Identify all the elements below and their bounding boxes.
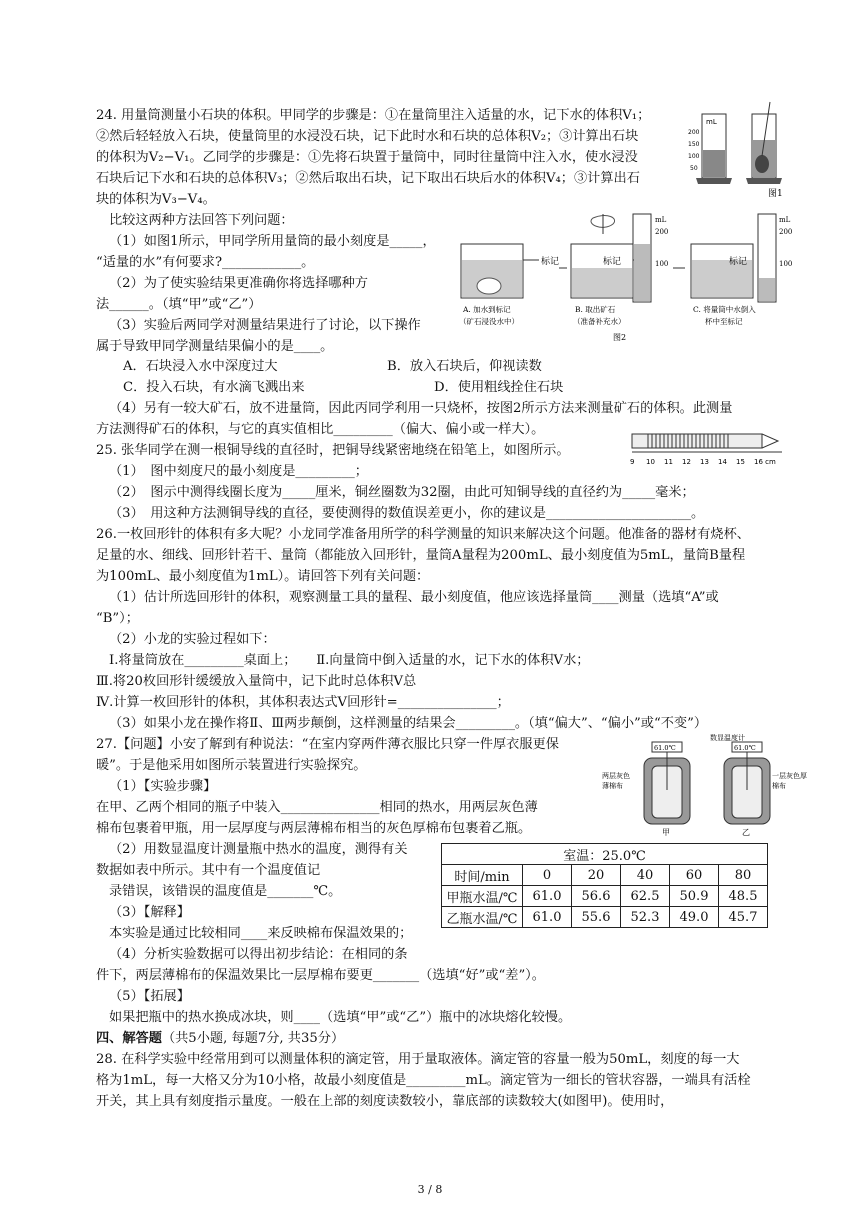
text-line: （2） 图示中测得线圈长度为_____厘米，铜丝圈数为32圈，由此可知铜导线的直径约为_____毫米；: [109, 485, 695, 500]
text-line: 棉布包裹着甲瓶，用一层厚度与两层薄棉布相当的灰色厚棉布包裹着乙瓶。: [96, 821, 532, 836]
text-line: （3）【解释】: [109, 905, 190, 920]
text-line: 如果把瓶中的热水换成冰块，则____（选填“甲”或“乙”）瓶中的冰块熔化较慢。: [109, 1010, 572, 1025]
table-row: 甲瓶水温/℃ 61.0 56.6 62.5 50.9 48.5: [442, 886, 768, 907]
ruler-coil-figure: [628, 430, 788, 470]
svg-text:mL: mL: [706, 118, 717, 126]
text-line: 录错误，该错误的温度值是_______℃。: [109, 884, 342, 899]
text-line: D．使用粗线拴住石块: [434, 380, 564, 395]
svg-text:（矿石浸没水中）: （矿石浸没水中）: [459, 317, 519, 326]
svg-text:9: 9: [630, 458, 635, 466]
svg-text:61.0℃: 61.0℃: [654, 744, 676, 752]
text-line: Ⅳ.计算一枚回形针的体积，其体积表达式V回形针=_______________；: [96, 695, 510, 710]
svg-text:标记: 标记: [541, 257, 560, 267]
svg-text:16 cm: 16 cm: [754, 458, 776, 466]
svg-text:200: 200: [655, 228, 669, 236]
svg-text:10: 10: [646, 458, 655, 466]
text-line: 属于导致甲同学测量结果偏小的是____。: [96, 339, 334, 354]
svg-text:13: 13: [700, 458, 709, 466]
text-line: （3）实验后两同学对测量结果进行了讨论，以下操作: [109, 318, 421, 333]
text-line: （2）小龙的实验过程如下：: [109, 632, 276, 647]
text-line: （2）用数显温度计测量瓶中热水的温度，测得有关: [109, 842, 408, 857]
figure-1-cylinders: [690, 100, 800, 198]
text-line: 格为1mL，每一大格又分为10小格，故最小刻度值是_________mL。滴定管为一细长的管状容器，一端具有活栓: [96, 1073, 751, 1088]
text-line: ②然后轻轻放入石块，使量筒里的水浸没石块，记下此时水和石块的总体积V₂；③计算出石块: [96, 129, 639, 144]
svg-text:15: 15: [736, 458, 745, 466]
text-line: （1） 图中刻度尺的最小刻度是_________；: [109, 464, 368, 479]
figure-2-beaker-steps: [453, 208, 803, 343]
text-line: 暖”。于是他采用如图所示装置进行实验探究。: [96, 758, 367, 773]
svg-text:150: 150: [688, 141, 700, 148]
text-line: 本实验是通过比较相同____来反映棉布保温效果的；: [109, 926, 413, 941]
text-line: 的体积为V₂−V₁。乙同学的步骤是：①先将石块置于量筒中，同时往量筒中注入水，使水浸没: [96, 150, 638, 165]
svg-text:mL: mL: [655, 216, 667, 224]
svg-text:棉布: 棉布: [772, 782, 786, 790]
svg-text:标记: 标记: [603, 257, 622, 267]
section-heading: 四、解答题（共5小题, 每题7分, 共35分）: [96, 1031, 345, 1046]
text-line: 比较这两种方法回答下列问题：: [109, 213, 294, 228]
text-line: 28. 在科学实验中经常用到可以测量体积的滴定管，用于量取液体。滴定管的容量一般为50mL，刻度的每一大: [96, 1052, 740, 1067]
svg-text:乙: 乙: [742, 828, 750, 837]
page-number: 3 / 8: [417, 1183, 443, 1196]
text-line: （2）为了使实验结果更准确你将选择哪种方: [109, 276, 368, 291]
svg-text:100: 100: [655, 260, 669, 268]
svg-text:标记: 标记: [729, 257, 748, 267]
svg-text:两层灰色: 两层灰色: [602, 772, 630, 780]
svg-text:100: 100: [688, 153, 700, 160]
text-line: 开关，其上具有刻度指示量度。一般在上部的刻度读数较小，靠底部的读数较大(如图甲)。使用时，: [96, 1094, 674, 1109]
text-line: “B”）；: [96, 611, 139, 626]
svg-text:12: 12: [682, 458, 691, 466]
text-line: 27.【问题】小安了解到有种说法：“在室内穿两件薄衣服比只穿一件厚衣服更保: [96, 737, 559, 752]
text-line: A．石块浸入水中深度过大: [123, 359, 278, 374]
text-line: （1）【实验步骤】: [109, 779, 217, 794]
text-line: （1）估计所选回形针的体积，观察测量工具的量程、最小刻度值，他应该选择量筒____测量（选填“A”或: [109, 590, 719, 605]
svg-text:200: 200: [688, 129, 700, 136]
text-line: （3） 用这种方法测铜导线的直径，要使测得的数值误差更小，你的建议是______________________。: [109, 506, 705, 521]
svg-text:C. 将量筒中水倒入: C. 将量筒中水倒入: [693, 305, 756, 314]
text-line: （4）分析实验数据可以得出初步结论：在相同的条: [109, 947, 408, 962]
text-line: 24. 用量筒测量小石块的体积。甲同学的步骤是：①在量筒里注入适量的水，记下水的体积V₁；: [96, 108, 651, 123]
svg-text:（准备补充水）: （准备补充水）: [573, 317, 626, 326]
text-line: 25. 张华同学在测一根铜导线的直径时，把铜导线紧密地绕在铅笔上，如图所示。: [96, 443, 570, 458]
svg-text:50: 50: [690, 165, 698, 172]
svg-text:200: 200: [779, 228, 793, 236]
text-line: 数据如表中所示。其中有一个温度值记: [96, 863, 321, 878]
text-line: Ⅲ.将20枚回形针缓缓放入量筒中，记下此时总体积V总: [96, 674, 417, 689]
text-line: 为100mL、最小刻度值为1mL）。请回答下列有关问题：: [96, 569, 430, 584]
text-line: 件下，两层薄棉布的保温效果比一层厚棉布要更_______（选填“好”或“差”）。: [96, 968, 545, 983]
text-line: 块的体积为V₃−V₄。: [96, 192, 216, 207]
text-line: B．放入石块后，仰视读数: [387, 359, 542, 374]
text-line: 足量的水、细线、回形针若干、量筒（都能放入回形针，量筒A量程为200mL、最小刻度值为5mL，量筒B量程: [96, 548, 746, 563]
text-line: 方法测得矿石的体积，与它的真实值相比_________（偏大、偏小或一样大）。: [96, 422, 545, 437]
bottle-experiment-figure: [600, 730, 807, 838]
svg-text:A. 加水到标记: A. 加水到标记: [463, 305, 511, 314]
svg-text:数显温度计: 数显温度计: [710, 734, 745, 742]
table-header: 室温：25.0℃: [442, 844, 768, 865]
svg-text:11: 11: [664, 458, 673, 466]
text-line: 26.一枚回形针的体积有多大呢？小龙同学准备用所学的科学测量的知识来解决这个问题。他准备的器材有烧杯、: [96, 527, 750, 542]
text-line: 在甲、乙两个相同的瓶子中装入_______________相同的热水，用两层灰色薄: [96, 800, 538, 815]
svg-text:甲: 甲: [662, 828, 670, 837]
svg-text:14: 14: [718, 458, 727, 466]
svg-text:一层灰色厚: 一层灰色厚: [772, 772, 807, 780]
svg-text:100: 100: [779, 260, 793, 268]
text-line: （1）如图1所示，甲同学所用量筒的最小刻度是_____，: [109, 234, 436, 249]
svg-text:61.0℃: 61.0℃: [734, 744, 756, 752]
text-line: Ⅰ.将量筒放在_________桌面上； Ⅱ.向量筒中倒入适量的水，记下水的体积V水；: [109, 653, 590, 668]
text-line: “适量的水”有何要求?____________。: [96, 255, 315, 270]
text-line: （5）【拓展】: [109, 989, 190, 1004]
svg-text:杯中至标记: 杯中至标记: [705, 317, 743, 326]
text-line: （3）如果小龙在操作将Ⅱ、Ⅲ两步颠倒，这样测量的结果会_________。（填“偏大”、“偏小”或“不变”）: [109, 716, 708, 731]
text-line: 石块后记下水和石块的总体积V₃；②然后取出石块，记下取出石块后水的体积V₄；③计算出石: [96, 171, 640, 186]
svg-text:B. 取出矿石: B. 取出矿石: [575, 305, 616, 314]
table-row: 时间/min 0 20 40 60 80: [442, 865, 768, 886]
svg-text:薄棉布: 薄棉布: [602, 782, 623, 790]
svg-text:mL: mL: [779, 216, 791, 224]
text-line: （4）另有一较大矿石，放不进量筒，因此丙同学利用一只烧杯，按图2所示方法来测量矿石的体积。此测量: [109, 401, 733, 416]
table-row: 乙瓶水温/℃ 61.0 55.6 52.3 49.0 45.7: [442, 907, 768, 928]
text-line: 法______。（填“甲”或“乙”）: [96, 297, 262, 312]
svg-text:图2: 图2: [613, 333, 627, 342]
temperature-table: [441, 843, 768, 928]
text-line: C．投入石块，有水滴飞溅出来: [123, 380, 305, 395]
svg-text:图1: 图1: [768, 189, 783, 199]
